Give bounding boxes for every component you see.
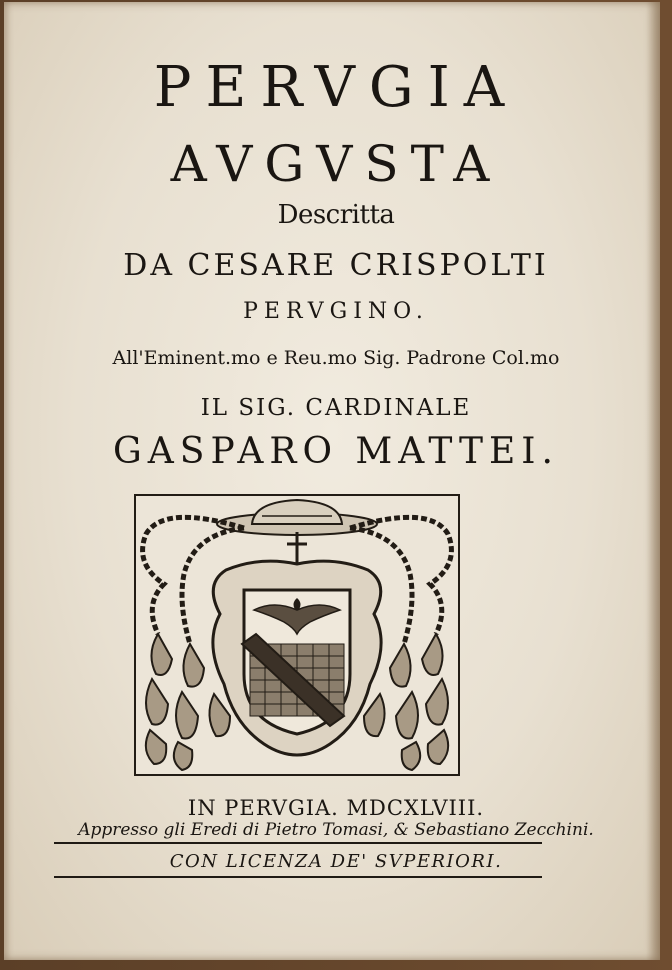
book-subtitle: Descritta: [277, 200, 395, 230]
imprint-rule-bottom: [54, 876, 542, 878]
dedicatee-name: GASPARO MATTEI.: [113, 431, 559, 472]
imprint-rule-top: [54, 842, 542, 844]
author-name: DA CESARE CRISPOLTI: [123, 248, 549, 283]
license-line: CON LICENZA DE' SVPERIORI.: [169, 851, 503, 872]
imprint-place-year: IN PERVGIA. MDCXLVIII.: [187, 796, 485, 820]
cardinal-coat-of-arms-icon: [134, 494, 460, 776]
book-title-line-1: PERVGIA: [153, 55, 519, 120]
imprint-printers: Appresso gli Eredi di Pietro Tomasi, & Sebastiano Zecchini.: [78, 820, 594, 840]
author-origin: PERVGINO.: [243, 299, 429, 324]
dedicatee-title: IL SIG. CARDINALE: [200, 395, 472, 421]
dedication-line: All'Eminent.mo e Reu.mo Sig. Padrone Col.mo: [112, 347, 560, 369]
book-title-line-2: AVGVSTA: [170, 135, 502, 193]
